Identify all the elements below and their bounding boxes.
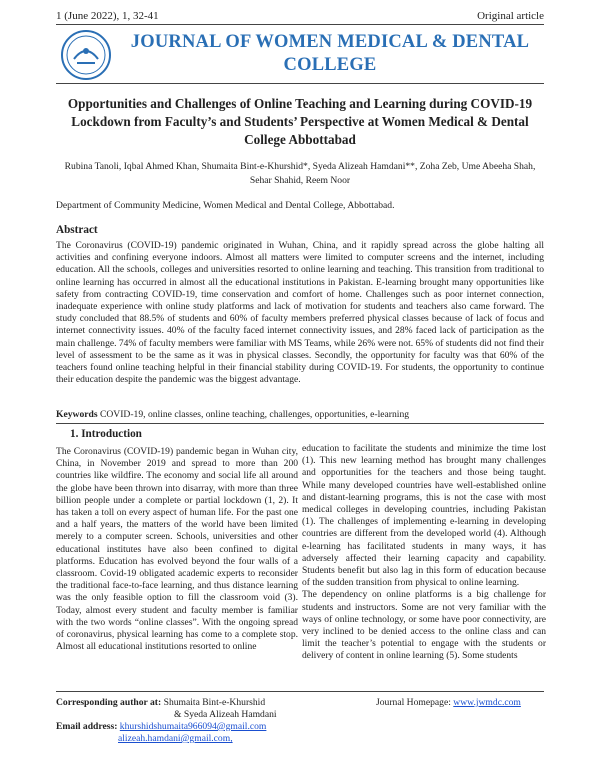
keywords-label: Keywords <box>56 409 98 420</box>
running-header <box>56 10 544 24</box>
title-rule <box>56 83 544 84</box>
intro-right-column <box>302 443 546 663</box>
corr-name-1: Shumaita Bint-e-Khurshid <box>163 697 266 708</box>
intro-left-column: The Coronavirus (COVID-19) pandemic began in Wuhan city, China, in November 2019 and spread to more than 200 countries like wildfire. The economy and social life all around the globe have been thrown into disarray, with more than three billion people under a complete or partial lockdown (1, 2). It has taken a toll on every aspect of human life. For the past one and a half years, the matters of the world have been limited merely to a computer screen. Schools, universities and other educational institutes have also been confined to digital platforms. Education has evolved beyond the four walls of a classroom. Covid-19 obligated academic experts to reconsider the traditional face-to-face learning, and thus distance learning was the only feasible option to fill the classroom void (3). Today, almost every student and faculty member is familiar with the two words “online classes”. With the ongoing spread of coronavirus, physical learning has come to a complete stop. Almost all educational institutions resorted to online <box>56 446 298 653</box>
email-label: Email address: <box>56 721 118 732</box>
issue-info: 1 (June 2022), 1, 32-41 <box>56 10 159 22</box>
abstract-heading: Abstract <box>56 224 98 236</box>
header-rule <box>56 24 544 25</box>
section-heading-introduction: 1. Introduction <box>70 428 142 440</box>
homepage-link[interactable]: www.jwmdc.com <box>453 697 521 708</box>
author-list: Rubina Tanoli, Iqbal Ahmed Khan, Shumaita Bint-e-Khurshid*, Syeda Alizeah Hamdani**, Zoha Zeb, Ume Abeeha Shah, Sehar Shahid, Reem Noor <box>64 161 536 186</box>
journal-homepage <box>376 697 521 709</box>
abstract-text: The Coronavirus (COVID-19) pandemic originated in Wuhan, China, and it rapidly spread across the globe halting all activities and confining everyone indoors. Almost all matters were limited to computer screens and the internet, including education. All the schools, colleges and universities resorted to online learning and teaching. This transition from traditional to online learning has occurred in almost all the educational institutions in Pakistan. E-learning brought many opportunities like safety from contracting COVID-19, time conservation and comfort of home. Challenges such as poor internet connection, inadequate experience with online study platforms and lack of motivation for students and teachers also came forward. The study concluded that 88.5% of students and 60% of faculty members preferred physical classes because of lack of focus and internet connectivity issues. 40% of the faculty faced internet connectivity issues, and 28% faced lack of participation as the main challenge. 74% of faculty members were familiar with MS Teams, while 26% were not. 65% of students did not find their level of assessment to be the same as it was in physical classes. Secondly, the opportunity for faculty was that 60% of the teachers found online teaching helpful in their financial stability during COVID-19. For students, the opportunity to continue their education despite the pandemic was the biggest advantage. <box>56 240 544 386</box>
email-link-2[interactable]: alizeah.hamdani@gmail.com, <box>118 733 233 744</box>
affiliation: Department of Community Medicine, Women Medical and Dental College, Abbottabad. <box>56 200 395 211</box>
corr-name-2: & Syeda Alizeah Hamdani <box>174 709 277 720</box>
article-type: Original article <box>477 10 544 22</box>
corresponding-author: Corresponding author at: Shumaita Bint-e-Khurshid <box>56 697 266 708</box>
homepage-label: Journal Homepage: <box>376 697 451 708</box>
corr-label: Corresponding author at <box>56 697 158 708</box>
keywords-text: COVID-19, online classes, online teaching, challenges, opportunities, e-learning <box>99 409 410 420</box>
keywords <box>56 409 544 420</box>
email-block <box>56 721 266 733</box>
email-block-2 <box>118 733 233 745</box>
journal-logo-icon <box>60 29 112 81</box>
journal-title: JOURNAL OF WOMEN MEDICAL & DENTAL COLLEGE <box>130 32 530 75</box>
keywords-rule <box>56 423 544 424</box>
email-link-1[interactable]: khurshidshumaita966094@gmail.com <box>119 721 267 732</box>
article-title: Opportunities and Challenges of Online Teaching and Learning during COVID-19 Lockdown from Faculty’s and Students’ Perspective at Women Medical & Dental College Abbottabad <box>67 96 533 147</box>
intro-right-paragraph-1: education to facilitate the students and minimize the time lost (1). This new learning method has brought many challenges and opportunities for the teachers and those being taught. While many developed countries have well-established online and distant-learning programs, this is not the case with most medical colleges in developing countries, including Pakistan (1). The challenges of implementing e-learning in developing countries are different from the developed world (4). Although e-learning has facilitated students in many ways, it has adversely affected their learning capacity and capability. Students benefit but also lag in this form of education because of the sudden transition from physical to online learning. <box>302 443 546 589</box>
footer-rule <box>56 691 544 692</box>
intro-right-paragraph-2: The dependency on online platforms is a big challenge for students and instructors. Some are not very familiar with the ways of online technology, or some have poor connectivity, are very inclined to be denied access to the online class and can limit the teacher’s potential to engage with the students or delivery of content in online learning (5). Some students <box>302 589 546 662</box>
